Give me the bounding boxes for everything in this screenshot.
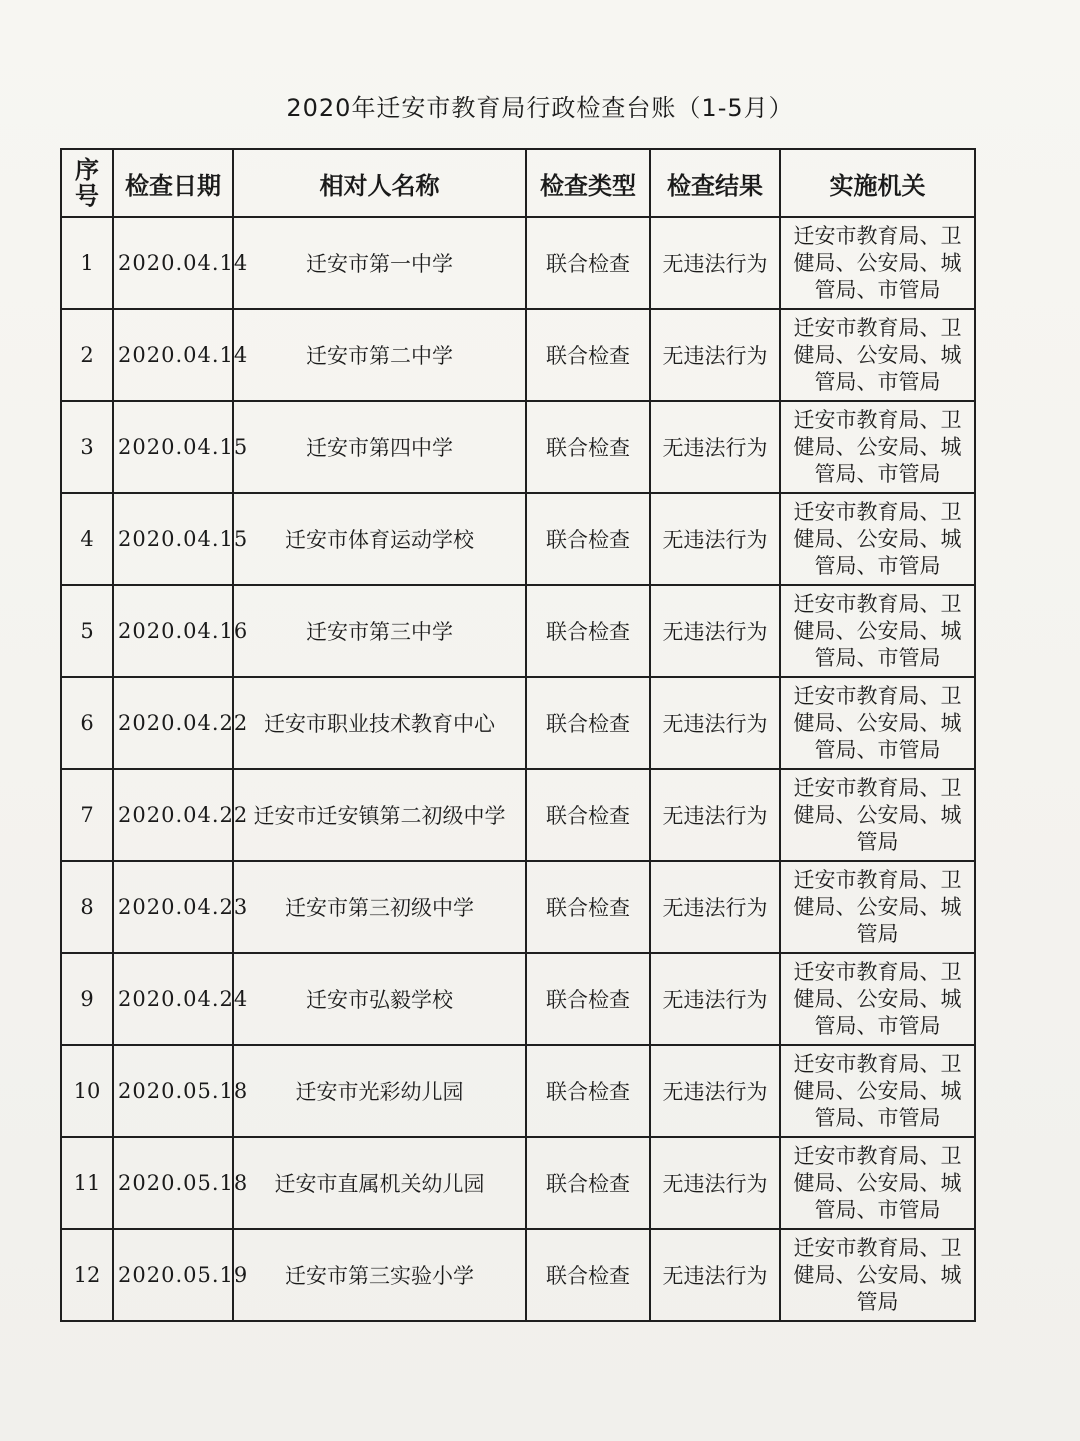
cell-seq: 8: [61, 861, 113, 953]
cell-date: 2020.05.18: [113, 1137, 233, 1229]
cell-agency: 迁安市教育局、卫健局、公安局、城管局、市管局: [780, 1045, 975, 1137]
table-row: [61, 1045, 975, 1137]
cell-date: 2020.04.22: [113, 769, 233, 861]
table-row: [61, 585, 975, 677]
cell-agency: 迁安市教育局、卫健局、公安局、城管局、市管局: [780, 1137, 975, 1229]
cell-date: 2020.04.16: [113, 585, 233, 677]
header-type: 检查类型: [526, 149, 650, 217]
cell-result: 无违法行为: [650, 1045, 780, 1137]
document-title: 2020年迁安市教育局行政检查台账（1-5月）: [286, 94, 794, 122]
cell-name: 迁安市弘毅学校: [233, 953, 526, 1045]
cell-type: 联合检查: [526, 677, 650, 769]
cell-seq: 5: [61, 585, 113, 677]
cell-agency: 迁安市教育局、卫健局、公安局、城管局、市管局: [780, 585, 975, 677]
cell-seq: 9: [61, 953, 113, 1045]
cell-seq: 11: [61, 1137, 113, 1229]
header-seq: 序号: [61, 149, 113, 217]
cell-agency: 迁安市教育局、卫健局、公安局、城管局: [780, 861, 975, 953]
cell-type: 联合检查: [526, 493, 650, 585]
cell-seq: 6: [61, 677, 113, 769]
table-row: [61, 861, 975, 953]
inspection-ledger-table: [60, 148, 976, 1322]
header-agency: 实施机关: [780, 149, 975, 217]
cell-result: 无违法行为: [650, 677, 780, 769]
table-row: [61, 677, 975, 769]
cell-date: 2020.05.18: [113, 1045, 233, 1137]
cell-agency: 迁安市教育局、卫健局、公安局、城管局、市管局: [780, 677, 975, 769]
cell-name: 迁安市第一中学: [233, 217, 526, 309]
cell-date: 2020.04.15: [113, 493, 233, 585]
cell-agency: 迁安市教育局、卫健局、公安局、城管局: [780, 769, 975, 861]
cell-name: 迁安市第四中学: [233, 401, 526, 493]
cell-type: 联合检查: [526, 401, 650, 493]
cell-result: 无违法行为: [650, 769, 780, 861]
cell-seq: 3: [61, 401, 113, 493]
cell-type: 联合检查: [526, 1229, 650, 1321]
cell-seq: 7: [61, 769, 113, 861]
header-result: 检查结果: [650, 149, 780, 217]
cell-seq: 2: [61, 309, 113, 401]
table-row: [61, 309, 975, 401]
cell-result: 无违法行为: [650, 401, 780, 493]
cell-agency: 迁安市教育局、卫健局、公安局、城管局: [780, 1229, 975, 1321]
cell-result: 无违法行为: [650, 861, 780, 953]
table-row: [61, 769, 975, 861]
table-row: [61, 953, 975, 1045]
cell-date: 2020.04.14: [113, 217, 233, 309]
cell-result: 无违法行为: [650, 1137, 780, 1229]
cell-date: 2020.04.22: [113, 677, 233, 769]
cell-type: 联合检查: [526, 769, 650, 861]
table-header-row: [61, 149, 975, 217]
cell-date: 2020.05.19: [113, 1229, 233, 1321]
cell-name: 迁安市职业技术教育中心: [233, 677, 526, 769]
cell-result: 无违法行为: [650, 1229, 780, 1321]
cell-name: 迁安市迁安镇第二初级中学: [233, 769, 526, 861]
cell-type: 联合检查: [526, 217, 650, 309]
cell-type: 联合检查: [526, 953, 650, 1045]
cell-result: 无违法行为: [650, 585, 780, 677]
cell-result: 无违法行为: [650, 493, 780, 585]
cell-name: 迁安市第二中学: [233, 309, 526, 401]
cell-type: 联合检查: [526, 585, 650, 677]
cell-name: 迁安市第三初级中学: [233, 861, 526, 953]
table-row: [61, 217, 975, 309]
table-row: [61, 493, 975, 585]
cell-seq: 1: [61, 217, 113, 309]
cell-name: 迁安市第三中学: [233, 585, 526, 677]
cell-type: 联合检查: [526, 1137, 650, 1229]
cell-seq: 10: [61, 1045, 113, 1137]
cell-result: 无违法行为: [650, 217, 780, 309]
cell-date: 2020.04.14: [113, 309, 233, 401]
cell-agency: 迁安市教育局、卫健局、公安局、城管局、市管局: [780, 953, 975, 1045]
header-name: 相对人名称: [233, 149, 526, 217]
cell-seq: 4: [61, 493, 113, 585]
table-row: [61, 1137, 975, 1229]
cell-agency: 迁安市教育局、卫健局、公安局、城管局、市管局: [780, 309, 975, 401]
cell-type: 联合检查: [526, 1045, 650, 1137]
cell-date: 2020.04.24: [113, 953, 233, 1045]
cell-type: 联合检查: [526, 861, 650, 953]
cell-date: 2020.04.23: [113, 861, 233, 953]
cell-result: 无违法行为: [650, 953, 780, 1045]
cell-name: 迁安市第三实验小学: [233, 1229, 526, 1321]
cell-type: 联合检查: [526, 309, 650, 401]
cell-agency: 迁安市教育局、卫健局、公安局、城管局、市管局: [780, 493, 975, 585]
cell-name: 迁安市光彩幼儿园: [233, 1045, 526, 1137]
cell-agency: 迁安市教育局、卫健局、公安局、城管局、市管局: [780, 217, 975, 309]
cell-name: 迁安市直属机关幼儿园: [233, 1137, 526, 1229]
table-row: [61, 1229, 975, 1321]
cell-seq: 12: [61, 1229, 113, 1321]
header-date: 检查日期: [113, 149, 233, 217]
table-row: [61, 401, 975, 493]
cell-name: 迁安市体育运动学校: [233, 493, 526, 585]
cell-date: 2020.04.15: [113, 401, 233, 493]
cell-agency: 迁安市教育局、卫健局、公安局、城管局、市管局: [780, 401, 975, 493]
cell-result: 无违法行为: [650, 309, 780, 401]
